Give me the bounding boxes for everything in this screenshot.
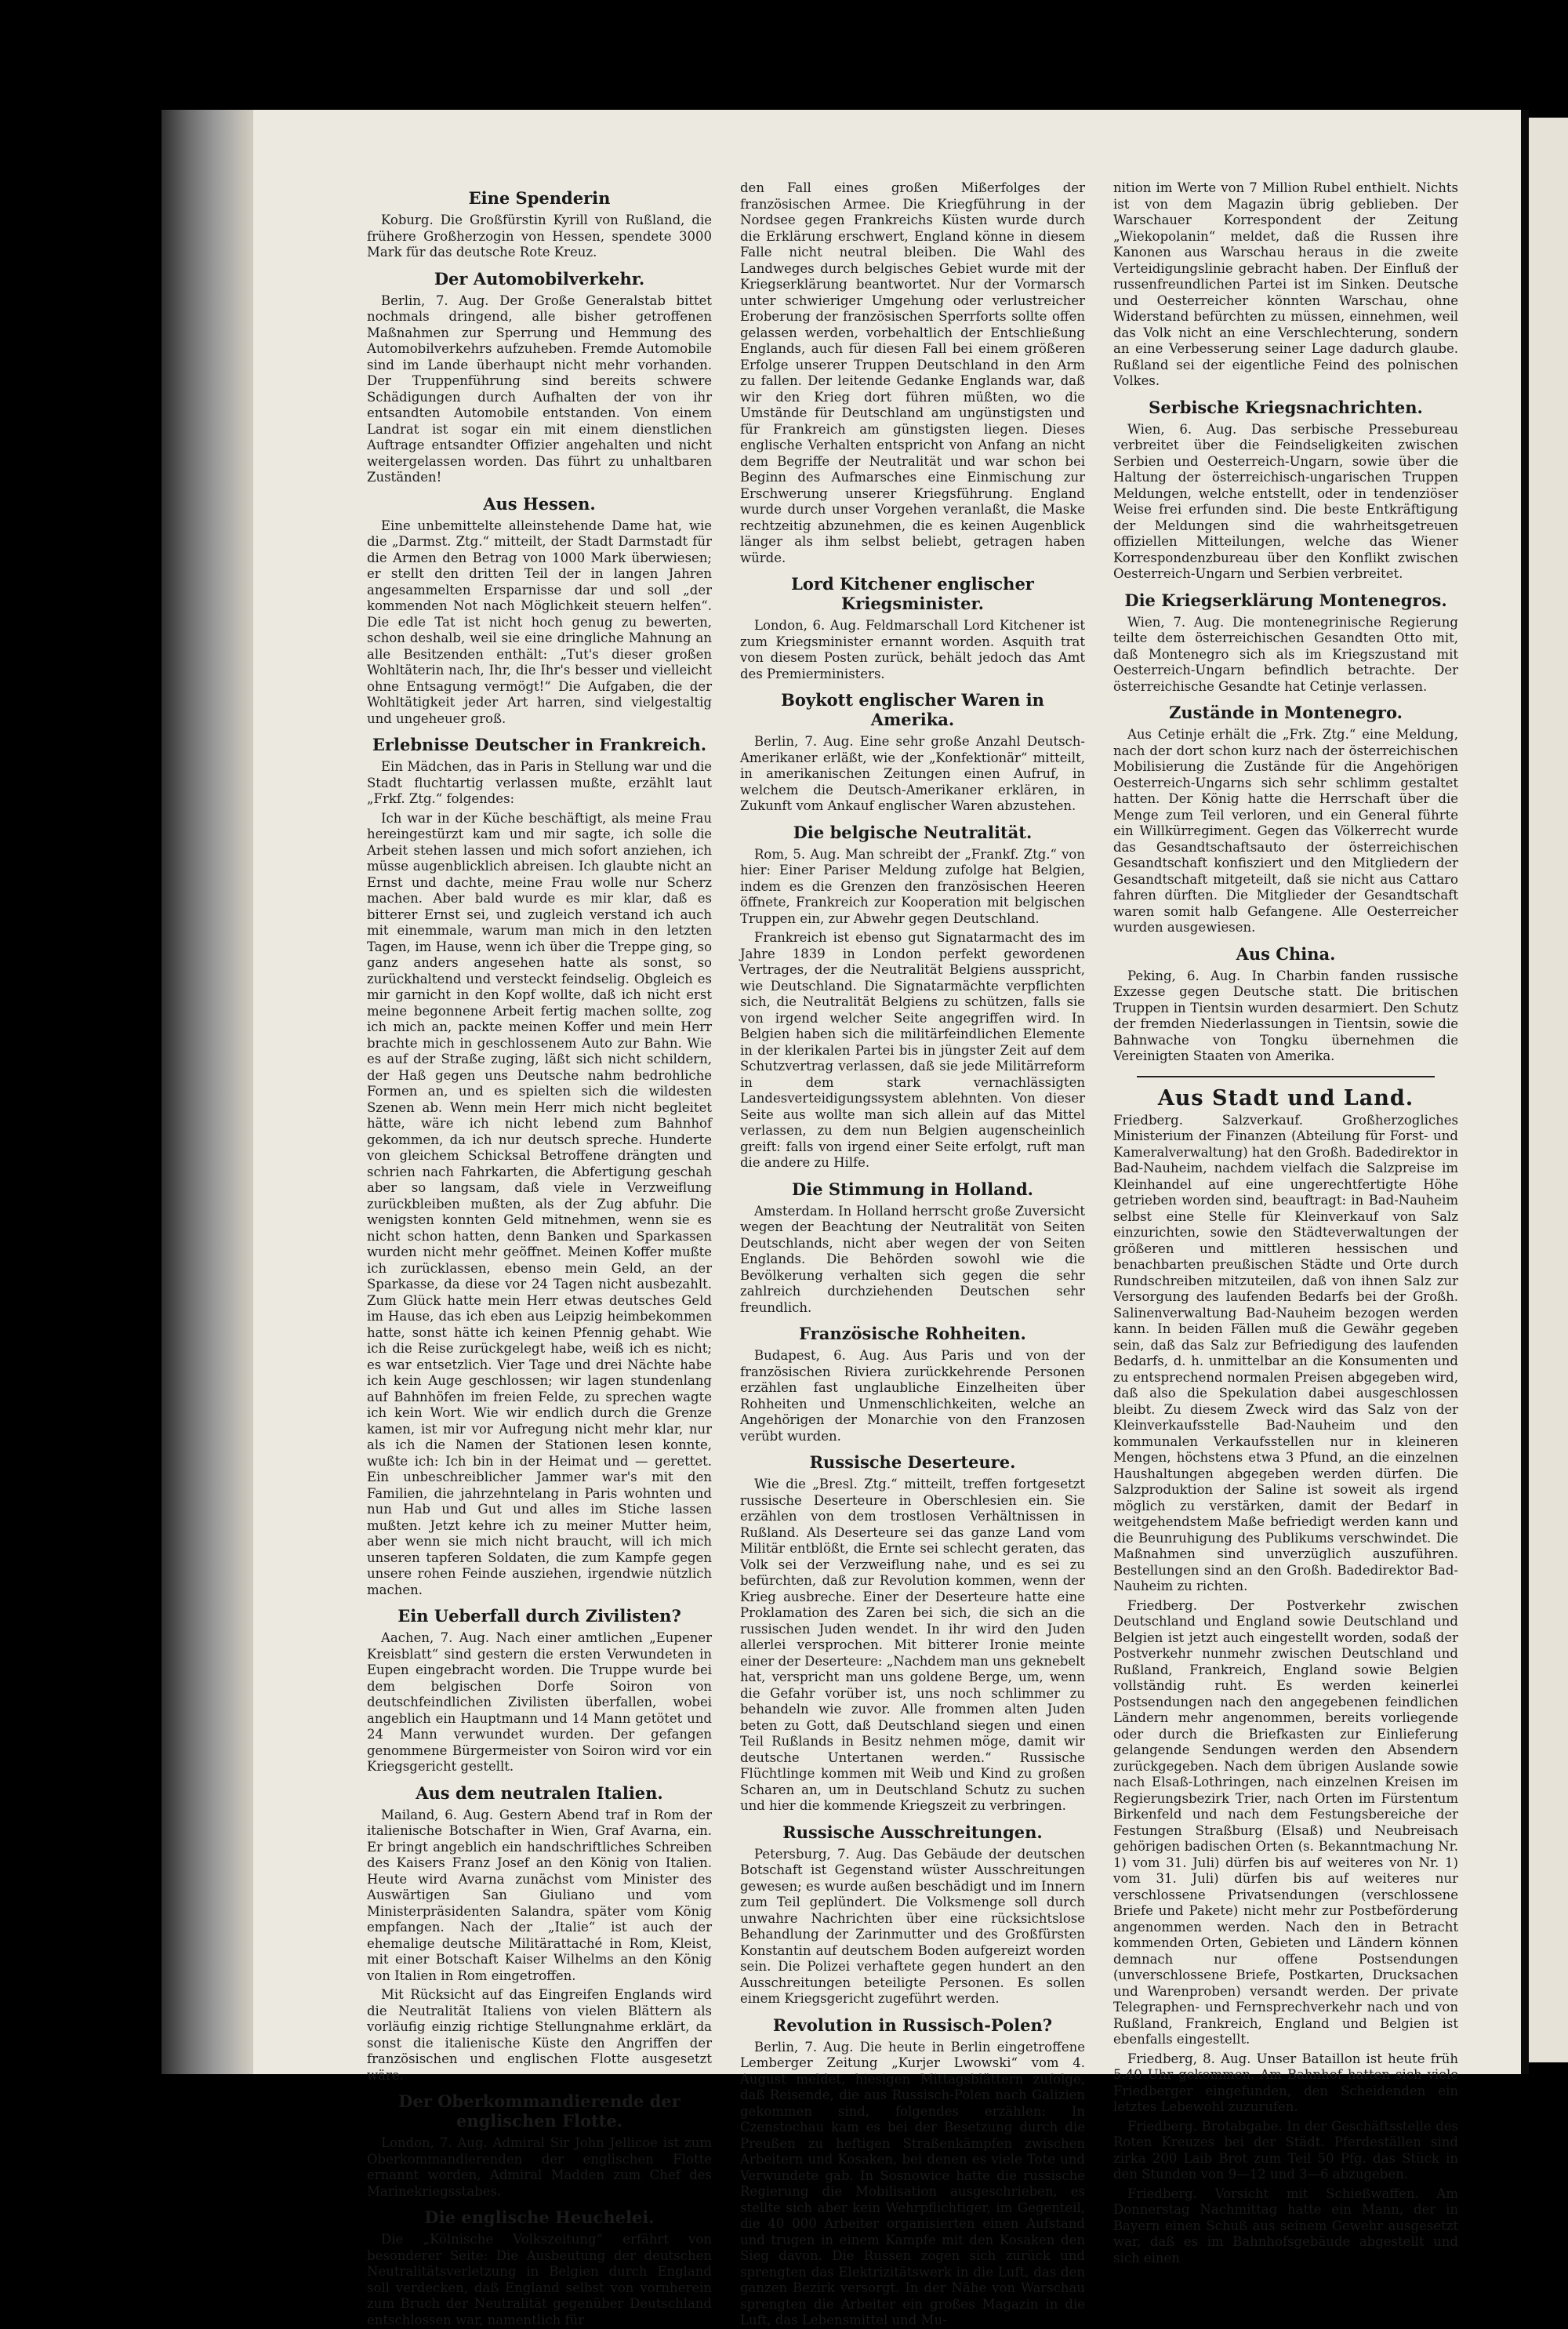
column-3 (1113, 180, 1458, 2265)
article-headline: Lord Kitchener englischer Kriegsminister. (791, 574, 1034, 613)
article-headline: Die englische Heuchelei. (424, 2207, 655, 2227)
article-headline: Revolution in Russisch-Polen? (772, 2015, 1053, 2035)
article-paragraph: Friedberg. Der Postverkehr zwischen Deutschland und England sowie Deutschland und Belgien ist jetzt auch eingestellt worden, sodaß der Postverkehr nunmehr zwischen Deutschland und Rußland, Frankreich, England sowie Belgien vollständig ruht. Es werden keinerlei Postsendungen nach den angegebenen feindlichen Ländern mehr angenommen, bereits vorliegende oder durch die Briefkasten zur Einlieferung gelangende Sendungen werden den Absendern zurückgegeben. Nach dem übrigen Auslande sowie nach Elsaß-Lothringen, nach einzelnen Kreisen im Regierungsbezirk Trier, nach Orten im Fürstentum Birkenfeld und nach dem Festungsbereiche der Festungen Straßburg (Elsaß) und Neubreisach gehörigen badischen Orten (s. Bekanntmachung Nr. 1) vom 31. Juli) dürfen bis auf weiteres von Nr. 1) vom 31. Juli) dürfen bis auf weiteres nur verschlossene Privatsendungen (verschlossene Briefe und Pakete) nicht mehr zur Postbeförderung angenommen werden. Nach den in Betracht kommenden Orten, Gebieten und Ländern können demnach nur offene Postsendungen (unverschlossene Briefe, Postkarten, Drucksachen und Warenproben) versandt werden. Der private Telegraphen- und Fernsprechverkehr nach und von Rußland, Frankreich, England und Belgien ist ebenfalls eingestellt. (1113, 1597, 1458, 2047)
article-headline: Der Oberkommandierende der englischen Flotte. (398, 2091, 681, 2131)
article-paragraph: Friedberg, 8. Aug. Unser Bataillon ist heute früh 5.40 Uhr gekommen. Am Bahnhof hatten sich viele Friedberger eingefunden, den Scheidenden ein letztes Lebewohl zuzurufen. (1113, 2051, 1458, 2114)
article-paragraph: Budapest, 6. Aug. Aus Paris und von der französischen Riviera zurückkehrende Personen erzählen fast unglaubliche Einzelheiten über Rohheiten und Unmenschlichkeiten, welche an Angehörigen der Monarchie von den Franzosen verübt wurden. (740, 1348, 1085, 1444)
column-2 (740, 180, 1085, 2327)
article-paragraph: Wien, 7. Aug. Die montenegrinische Regierung teilte dem österreichischen Gesandten Otto mit, daß Montenegro sich als im Kriegszustand mit Oesterreich-Ungarn befindlich betrachte. Der österreichische Gesandte hat Cetinje verlassen. (1113, 614, 1458, 694)
article-paragraph: Mailand, 6. Aug. Gestern Abend traf in Rom der italienische Botschafter in Wien, Graf Avarna, ein. Er bringt angeblich ein handschriftliches Schreiben des Kaisers Franz Josef an den König von Italien. Heute wird Avarna zunächst vom Minister des Auswärtigen San Giuliano und vom Ministerpräsidenten Salandra, später vom König empfangen. Nach der „Italie“ ist auch der ehemalige deutsche Militärattaché in Rom, Kleist, mit einer Botschaft Kaiser Wilhelms an den König von Italien in Rom eingetroffen. (367, 1807, 712, 1983)
article-headline: Aus China. (1236, 943, 1336, 964)
article-headline: Boykott englischer Waren in Amerika. (781, 690, 1044, 729)
article-paragraph: Friedberg. Salzverkauf. Großherzogliches Ministerium der Finanzen (Abteilung für Forst- und Kameralverwaltung) hat den Großh. Badedirektor in Bad-Nauheim, nachdem vielfach die Salzpreise im Kleinhandel auf eine ungerechtfertigte Höhe getrieben worden sind, beauftragt: in Bad-Nauheim selbst eine Stelle für Kleinverkauf von Salz einzurichten, sowie den Städteverwaltungen der größeren und mittleren hessischen und benachbarten preußischen Städte und Orte durch Rundschreiben mitzuteilen, daß von ihnen Salz zur Versorgung des laufenden Bedarfs bei der Großh. Salinenverwaltung Bad-Nauheim bezogen werden kann. In beiden Fällen muß die Gewähr gegeben sein, daß das Salz zur Befriedigung des laufenden Bedarfs, d. h. unmittelbar an die Konsumenten und zu entsprechend normalen Preisen abgegeben wird, daß also die Spekulation dabei ausgeschlossen bleibt. Zu diesem Zweck wird das Salz von der Kleinverkaufsstelle Bad-Nauheim und den kommunalen Verkaufsstellen nur in kleineren Mengen, höchstens etwa 3 Pfund, an die einzelnen Haushaltungen abgegeben werden dürfen. Die Salzproduktion der Saline ist soweit als irgend möglich zu verstärken, damit der Bedarf in weitgehendstem Maße befriedigt werden kann und die Beunruhigung des Publikums verschwindet. Die Maßnahmen sind unverzüglich auszuführen. Bestellungen sind an den Großh. Badedirektor Bad-Nauheim zu richten. (1113, 1112, 1458, 1593)
section-rule (1137, 1076, 1435, 1077)
article-paragraph: Petersburg, 7. Aug. Das Gebäude der deutschen Botschaft ist Gegenstand wüster Ausschreitungen gewesen; es wurde außen beschädigt und im Innern zum Teil geplündert. Die Volksmenge soll durch unwahre Nachrichten über eine rücksichtslose Behandlung der Zarinmutter und des Großfürsten Konstantin auf deutschem Boden aufgereizt worden sein. Die Polizei verhaftete gegen hundert an den Ausschreitungen beteiligte Personen. Es sollen einem Kriegsgericht zugeführt werden. (740, 1846, 1085, 2006)
article-headline: Aus Hessen. (483, 493, 596, 514)
article-paragraph: Eine unbemittelte alleinstehende Dame hat, wie die „Darmst. Ztg.“ mitteilt, der Stadt Darmstadt für die Armen den Betrag von 1000 Mark überwiesen; er stellt den dritten Teil der in langen Jahren angesammelten Ersparnisse dar und soll „der kommenden Not nach Möglichkeit steuern helfen“. Die edle Tat ist nicht hoch genug zu bewerten, schon deshalb, weil sie eine dringliche Mahnung an alle Besitzenden enthält: „Tut's dieser großen Wohltäterin nach, Ihr, die Ihr's besser und vielleicht ohne Entsagung vermögt!“ Die Aufgaben, die der Wohltätigkeit jeder Art harren, sind vielgestaltig und ungeheuer groß. (367, 518, 712, 726)
article-paragraph: Wie die „Bresl. Ztg.“ mitteilt, treffen fortgesetzt russische Deserteure in Oberschlesien ein. Sie erzählen von dem trostlosen Verhältnissen in Rußland. Als Deserteure sei das ganze Land vom Militär entblößt, die Ernte sei schlecht geraten, das Volk sei der Verzweiflung nahe, und es sei zu befürchten, daß zur Revolution kommen, wenn der Krieg ausbreche. Einer der Deserteure hatte eine Proklamation des Zaren bei sich, die sich an die russischen Juden wendet. In ihr wird den Juden allerlei versprochen. Mit bitterer Ironie meinte einer der Deserteure: „Nachdem man uns geknebelt hat, verspricht man uns goldene Berge, um, wenn die Gefahr vorüber ist, uns noch schlimmer zu behandeln wie zuvor. Alle frommen alten Juden beten zu Gott, daß Deutschland siegen und einen Teil Rußlands in Besitz nehmen möge, damit wir deutsche Untertanen werden.“ Russische Flüchtlinge kommen mit Weib und Kind zu großen Scharen an, um in Deutschland Schutz zu suchen und hier die kommende Kriegszeit zu verbringen. (740, 1477, 1085, 1813)
article-paragraph: nition im Werte von 7 Million Rubel enthielt. Nichts ist von dem Magazin übrig geblieben. Der Warschauer Korrespondent der Zeitung „Wiekopolanin“ meldet, daß die Russen ihre Kanonen aus Warschau heraus in die zweite Verteidigungslinie gebracht haben. Der Einfluß der russenfreundlichen Partei ist im Sinken. Deutsche und Oesterreicher könnten Warschau, ohne Widerstand befürchten zu müssen, einnehmen, weil das Volk nicht an eine Verschlechterung, sondern an eine Verbesserung seiner Lage dadurch glaube. Rußland sei der eigentliche Feind des polnischen Volkes. (1113, 180, 1458, 388)
article-headline: Erlebnisse Deutscher in Frankreich. (372, 735, 707, 754)
adjacent-page-strip (1529, 118, 1568, 2062)
article-paragraph: London, 6. Aug. Feldmarschall Lord Kitchener ist zum Kriegsminister ernannt worden. Asquith trat von diesem Posten zurück, behält jedoch das Amt des Premierministers. (740, 618, 1085, 681)
article-headline: Zustände in Montenegro. (1169, 703, 1403, 722)
article-headline: Die belgische Neutralität. (793, 822, 1033, 842)
article-paragraph: Koburg. Die Großfürstin Kyrill von Rußland, die frühere Großherzogin von Hessen, spendete 3000 Mark für das deutsche Rote Kreuz. (367, 213, 712, 260)
page-right-shadow (1521, 110, 1529, 2074)
article-headline: Eine Spenderin (468, 188, 611, 208)
article-headline: Die Kriegserklärung Montenegros. (1124, 590, 1447, 610)
article-headline: Aus dem neutralen Italien. (416, 1782, 663, 1803)
article-headline: Der Automobilverkehr. (434, 268, 645, 289)
article-paragraph: Berlin, 7. Aug. Die heute in Berlin eingetroffene Lemberger Zeitung „Kurjer Lwowski“ vom 4. August meldet, hiesigen Mittagsblättern zufolge, daß Reisende, die aus Russisch-Polen nach Galizien gekommen sind, folgendes erzählen: In Czenstochau kam es bei der Besetzung durch die Preußen zu heftigen Straßenkämpfen zwischen Arbeitern und Kosaken, bei denen es viele Tote und Verwundete gab. In Sosnowice hatte die russische Regierung die Mobilisation ausgeschrieben, es stellte sich aber kein Wehrpflichtiger, im Gegenteil, die 40 000 Arbeiter organisierten einen Aufstand und trugen in einem Kampfe mit den Kosaken den Sieg davon. Die Russen zogen sich zurück und sprengten das Elektrizitätswerk in die Luft, das den ganzen Bezirk versorgt. In der Nähe von Warschau sprengten die Arbeiter ein großes Magazin in die Luft, das Lebensmittel und Mu- (740, 2039, 1085, 2327)
article-paragraph: Die „Kölnische Volkszeitung“ erfährt von besonderer Seite: Die Ausbeutung der deutschen Neutralitätsverletzung in Belgien durch England soll verdecken, daß England selbst von vornherein zum Bruch der Neutralität gegenüber Deutschland entschlossen war, namentlich für (367, 2232, 712, 2327)
article-paragraph: Aus Cetinje erhält die „Frk. Ztg.“ eine Meldung, nach der dort schon kurz nach der österreichischen Mobilisierung die Zustände für die Angehörigen Oesterreich-Ungarns sich sehr schlimm gestaltet hatten. Der König hatte die Herrschaft über die Menge zum Teil verloren, und ein General führte ein Willkürregiment. Gegen das Völkerrecht wurde das Gesandtschaftsauto der österreichischen Gesandtschaft konfisziert und den Mitgliedern der Gesandtschaft mitgeteilt, daß sie nicht aus Cattaro fahren dürften. Die Mitglieder der Gesandtschaft waren somit halb Gefangene. Alle Oesterreicher wurden ausgewiesen. (1113, 727, 1458, 935)
article-headline: Serbische Kriegsnachrichten. (1149, 397, 1423, 417)
article-paragraph: Wien, 6. Aug. Das serbische Pressebureau verbreitet über die Feindseligkeiten zwischen Serbien und Oesterreich-Ungarn, sowie über die Haltung der österreichisch-ungarischen Truppen Meldungen, welche entstellt, oder in tendenziöser Weise frei erfunden sind. Die beste Entkräftigung der Meldungen sind die wahrheitsgetreuen offiziellen Mitteilungen, welche das Wiener Korrespondenzbureau über den Konflikt zwischen Oesterreich-Ungarn und Serbien verbreitet. (1113, 421, 1458, 581)
article-paragraph: Aachen, 7. Aug. Nach einer amtlichen „Eupener Kreisblatt“ sind gestern die ersten Verwundeten in Eupen eingebracht worden. Die Truppe wurde bei dem belgischen Dorfe Soiron von deutschfeindlichen Zivilisten überfallen, wobei angeblich ein Hauptmann und 14 Mann getötet und 24 Mann verwundet wurden. Der gefangen genommene Bürgermeister von Soiron wird vor ein Kriegsgericht gestellt. (367, 1630, 712, 1774)
article-headline: Russische Deserteure. (809, 1452, 1016, 1472)
article-headline: Französische Rohheiten. (799, 1324, 1026, 1343)
article-paragraph: Mit Rücksicht auf das Eingreifen Englands wird die Neutralität Italiens von vielen Blättern als vorläufig einzig richtige Stellungnahme erklärt, da sonst die italienische Küste den Angriffen der französischen und englischen Flotte ausgesetzt wäre. (367, 1987, 712, 2083)
article-headline: Aus Stadt und Land. (1157, 1085, 1414, 1110)
article-headline: Die Stimmung in Holland. (792, 1179, 1033, 1199)
article-headline: Russische Ausschreitungen. (782, 1822, 1043, 1842)
column-1 (367, 180, 712, 2327)
article-paragraph: Rom, 5. Aug. Man schreibt der „Frankf. Ztg.“ von hier: Einer Pariser Meldung zufolge hat Belgien, indem es die Grenzen den französischen Heeren öffnete, Frankreich zur Kooperation mit belgischen Truppen ein, zur Abwehr gegen Deutschland. (740, 846, 1085, 926)
article-headline: Ein Ueberfall durch Zivilisten? (397, 1606, 681, 1626)
article-paragraph: Frankreich ist ebenso gut Signatarmacht des im Jahre 1839 in London perfekt gewordenen Vertrages, der die Neutralität Belgiens ausspricht, wie Deutschland. Die Signatarmächte verpflichten sich, die Neutralität Belgiens zu schützen, falls sie von irgend welcher Seite angegriffen wird. In Belgien haben sich die militärfeindlichen Elemente in der klerikalen Partei bis in jüngster Zeit auf dem Schutzvertrag verlassen, daß sie jede Militärreform in dem stark vernachlässigten Landesverteidigungssystem ablehnten. Von dieser Seite aus wollte man sich allein auf das Mittel verlassen, zu dem nun Belgien augenscheinlich greift: falls von irgend einer Seite erfolgt, ruft man die andere zu Hilfe. (740, 930, 1085, 1170)
article-paragraph: Peking, 6. Aug. In Charbin fanden russische Exzesse gegen Deutsche statt. Die britischen Truppen in Tientsin wurden desarmiert. Den Schutz der fremden Niederlassungen in Tientsin, sowie die Bahnwache von Tongku übernehmen die Vereinigten Staaten von Amerika. (1113, 968, 1458, 1063)
article-paragraph: Amsterdam. In Holland herrscht große Zuversicht wegen der Beachtung der Neutralität von Seiten Deutschlands, nicht aber wegen der von Seiten Englands. Die Behörden sowohl wie die Bevölkerung verhalten sich gegen die sehr zahlreich durchziehenden Deutschen sehr freundlich. (740, 1203, 1085, 1315)
article-paragraph: Berlin, 7. Aug. Der Große Generalstab bittet nochmals dringend, alle bisher getroffenen Maßnahmen zur Sperrung und Hemmung des Automobilverkehrs aufzuheben. Fremde Automobile sind im Lande überhaupt nicht mehr vorhanden. Der Truppenführung sind bereits schwere Schädigungen durch Aufhalten der von ihr entsandten Automobile entstanden. Von einem Landrat ist sogar ein mit einem dienstlichen Auftrage entsandter Offizier angehalten und nicht weitergelassen worden. Das führt zu unhaltbaren Zuständen! (367, 292, 712, 485)
article-paragraph: Friedberg. Brotabgabe. In der Geschäftsstelle des Roten Kreuzes bei der Städt. Pferdeställen sind zirka 200 Laib Brot zum Teil 50 Pfg. das Stück in den Stunden von 9—12 und 3—6 abzugeben. (1113, 2118, 1458, 2182)
article-paragraph: Ein Mädchen, das in Paris in Stellung war und die Stadt fluchtartig verlassen mußte, erzählt laut „Frkf. Ztg.“ folgendes: (367, 759, 712, 806)
article-paragraph: Friedberg. Vorsicht mit Schießwaffen. Am Donnerstag Nachmittag hatte ein Mann, der in Bayern einen Schuß aus seinem Gewehr ausgesetzt war, daß es im Bahnhofsgebäude abgestellt und sich einen (1113, 2185, 1458, 2265)
article-paragraph: Berlin, 7. Aug. Eine sehr große Anzahl Deutsch-Amerikaner erläßt, wie der „Konfektionär“ mitteilt, in amerikanischen Zeitungen einen Aufruf, in welchem die Deutsch-Amerikaner erklären, in Zukunft vom Ankauf englischer Waren abzustehen. (740, 734, 1085, 813)
article-paragraph: den Fall eines großen Mißerfolges der französischen Armee. Die Kriegführung in der Nordsee gegen Frankreichs Küsten wurde durch die Erklärung erschwert, England könne in diesem Falle nicht neutral bleiben. Die Wahl des Landweges durch belgisches Gebiet wurde mit der Kriegserklärung beantwortet. Nur der Vormarsch unter schwieriger Umgehung oder verlustreicher Eroberung der französischen Sperrforts sollte offen gelassen werden, vorbehaltlich der Entschließung Englands, auch für diesen Fall bei einem größeren Erfolge unserer Truppen Deutschland in den Arm zu fallen. Der leitende Gedanke Englands war, daß wir den Krieg dort führen müßten, wo die Umstände für Deutschland am ungünstigsten und für Frankreich am günstigsten liegen. Dieses englische Verhalten entspricht von Anfang an nicht dem Begriffe der Neutralität und war schon bei Beginn des Aufmarsches eine Einmischung zur Erschwerung unserer Kriegsführung. England wurde durch unser Vorgehen veranlaßt, die Maske rechtzeitig abzunehmen, die es keinen Augenblick länger als ihm selbst beliebt, getragen haben würde. (740, 180, 1085, 565)
article-paragraph: Ich war in der Küche beschäftigt, als meine Frau hereingestürzt kam und mir sagte, ich solle die Arbeit stehen lassen und mich sofort anziehen, ich müsse augenblicklich abreisen. Ich glaubte nicht an Ernst und dachte, meine Frau wolle nur Scherz machen. Aber bald wurde es mir klar, daß es bitterer Ernst sei, und zugleich verstand ich auch mit einemmale, warum man mich in den letzten Tagen, im Hause, wenn ich über die Treppe ging, so ganz anders angesehen hatte als sonst, so zurückhaltend und versteckt feindselig. Obgleich es mir garnicht in den Kopf wollte, daß ich nicht erst meine begonnene Arbeit fertig machen sollte, zog ich mich an, packte meinen Koffer und mein Herr brachte mich in geschlossenem Auto zur Bahn. Wie es auf der Straße zuging, läßt sich nicht schildern, der Haß gegen uns Deutsche nahm bedrohliche Formen an, und es spielten sich die wildesten Szenen ab. Wenn mein Herr mich nicht begleitet hätte, wäre ich nicht lebend zum Bahnhof gekommen, da ich nur deutsch spreche. Hunderte von gleichem Schicksal Betroffene drängten und schrien nach Fahrkarten, die Abfertigung geschah aber so langsam, daß viele in Verzweiflung zurückbleiben mußten, als der Zug abfuhr. Die wenigsten konnten Geld mitnehmen, wenn sie es nicht schon hatten, denn Banken und Sparkassen wurden nicht mehr geöffnet. Meinen Koffer mußte ich zurücklassen, ebenso mein Geld, an der Sparkasse, da diese vor 24 Tagen nicht ausbezahlt. Zum Glück hatte mein Herr etwas deutsches Geld im Hause, das ich eben aus Leipzig heimbekommen hatte, sonst hätte ich keinen Pfennig gehabt. Wie ich die Reise zurückgelegt habe, weiß ich es nicht; es war entsetzlich. Vier Tage und drei Nächte habe ich kein Auge geschlossen; wir lagen stundenlang auf Bahnhöfen im freien Felde, zu sprechen wagte ich kein Wort. Wie wir endlich durch die Grenze kamen, ist mir vor Aufregung nicht mehr klar, nur als ich die Namen der Stationen lesen konnte, wußte ich: Ich bin in der Heimat und — gerettet. Ein unbeschreiblicher Jammer war's mit den Familien, die jahrzehntelang in Paris wohnten und nun Hab und Gut und alles im Stiche lassen mußten. Jetzt kehre ich zu meiner Mutter heim, aber wenn sie mich nicht braucht, will ich mich unseren tapferen Soldaten, die zum Kampfe gegen unsere rohen Feinde ausziehen, irgendwie nützlich machen. (367, 810, 712, 1597)
book-spine-edge (162, 110, 251, 2074)
article-paragraph: London, 7. Aug. Admiral Sir John Jellicoe ist zum Oberkommandierenden der englischen Flotte ernannt worden, Admiral Madden zum Chef des Marinekriegsstabes. (367, 2135, 712, 2199)
